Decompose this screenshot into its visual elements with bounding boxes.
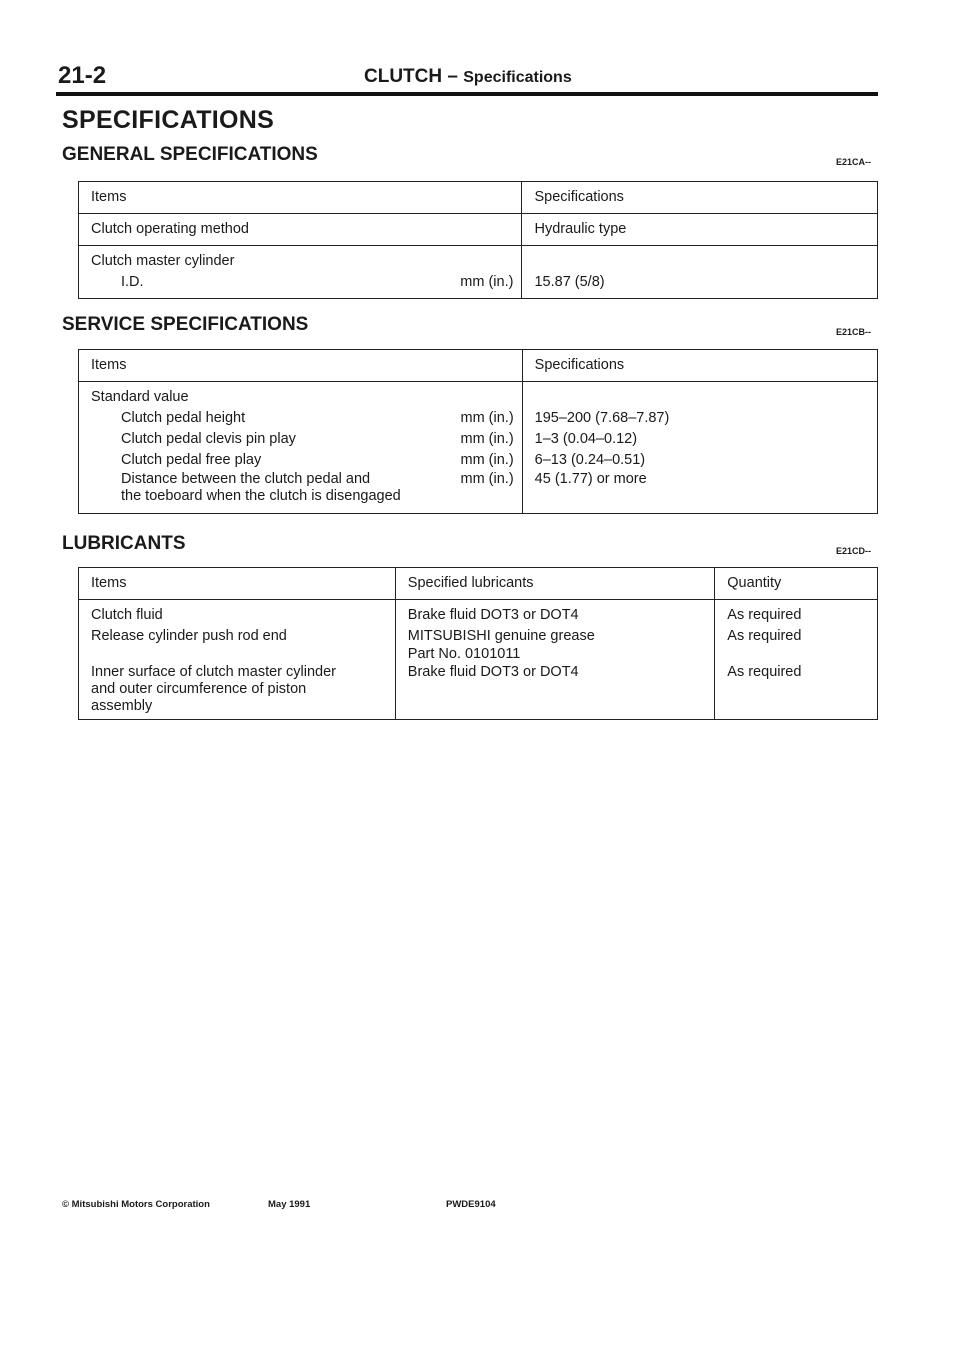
table-row: [79, 246, 878, 299]
subsection-name: Specifications: [463, 69, 572, 86]
service-specs-heading: SERVICE SPECIFICATIONS: [62, 314, 309, 335]
item-label: Clutch pedal height: [121, 410, 246, 426]
column-header: Specifications: [534, 189, 624, 205]
item-label: Release cylinder push rod end: [91, 628, 287, 644]
lubricants-table: [78, 567, 878, 720]
table-header-row: [79, 568, 878, 600]
item-label-continued: and outer circumference of piston: [91, 681, 307, 697]
item-label: Distance between the clutch pedal and: [121, 471, 371, 487]
page-title: SPECIFICATIONS: [62, 106, 275, 134]
table-header-row: [79, 350, 878, 382]
item-label-continued: assembly: [91, 698, 153, 714]
lubricants-heading: LUBRICANTS: [62, 533, 186, 554]
footer-copyright: © Mitsubishi Motors Corporation: [62, 1199, 210, 1210]
item-label: Clutch operating method: [91, 221, 249, 237]
group-label: Standard value: [91, 389, 189, 405]
table-row: [79, 382, 878, 514]
unit-label: mm (in.): [460, 452, 514, 468]
lubricant-value: MITSUBISHI genuine grease: [407, 628, 595, 644]
item-label: Inner surface of clutch master cylinder: [91, 664, 336, 680]
column-header: Specifications: [534, 357, 625, 373]
lubricant-value: Brake fluid DOT3 or DOT4: [407, 607, 579, 623]
header-rule: [56, 92, 878, 96]
header-dash: –: [447, 66, 458, 87]
table-row: [79, 600, 878, 720]
item-label: Clutch master cylinder: [91, 253, 235, 269]
spec-value: 15.87 (5/8): [534, 274, 605, 290]
item-label: Clutch pedal clevis pin play: [121, 431, 296, 447]
footer-date: May 1991: [268, 1199, 311, 1210]
quantity-value: As required: [727, 607, 802, 623]
general-specs-code: E21CA--: [836, 157, 872, 167]
service-specs-table: [78, 349, 878, 514]
column-header: Specified lubricants: [407, 575, 534, 591]
unit-label: mm (in.): [460, 410, 514, 426]
spec-value: 195–200 (7.68–7.87): [534, 410, 670, 426]
footer-doc-code: PWDE9104: [446, 1199, 496, 1210]
general-specs-table: [78, 181, 878, 299]
item-label: Clutch fluid: [91, 607, 163, 623]
column-header: Quantity: [727, 575, 782, 591]
column-header: Items: [91, 357, 127, 373]
column-header: Items: [91, 189, 127, 205]
item-sublabel: I.D.: [121, 274, 144, 290]
running-header: [364, 66, 572, 88]
spec-value: 45 (1.77) or more: [534, 471, 647, 487]
table-header-row: [79, 182, 878, 214]
column-header: Items: [91, 575, 127, 591]
general-specs-heading: GENERAL SPECIFICATIONS: [62, 144, 318, 165]
unit-label: mm (in.): [460, 431, 514, 447]
section-name: CLUTCH: [364, 66, 443, 87]
unit-label: mm (in.): [460, 274, 514, 290]
item-label-continued: the toeboard when the clutch is disengaged: [121, 488, 401, 504]
lubricant-value: Brake fluid DOT3 or DOT4: [407, 664, 579, 680]
spec-value: 1–3 (0.04–0.12): [534, 431, 638, 447]
page-number: 21-2: [58, 62, 107, 89]
lubricant-value-continued: Part No. 0101011: [407, 646, 521, 662]
quantity-value: As required: [727, 664, 802, 680]
item-label: Clutch pedal free play: [121, 452, 262, 468]
table-row: [79, 214, 878, 246]
lubricants-code: E21CD--: [836, 546, 872, 556]
service-specs-code: E21CB--: [836, 327, 872, 337]
spec-value: Hydraulic type: [534, 221, 627, 237]
quantity-value: As required: [727, 628, 802, 644]
spec-value: 6–13 (0.24–0.51): [534, 452, 646, 468]
unit-label: mm (in.): [460, 471, 514, 487]
